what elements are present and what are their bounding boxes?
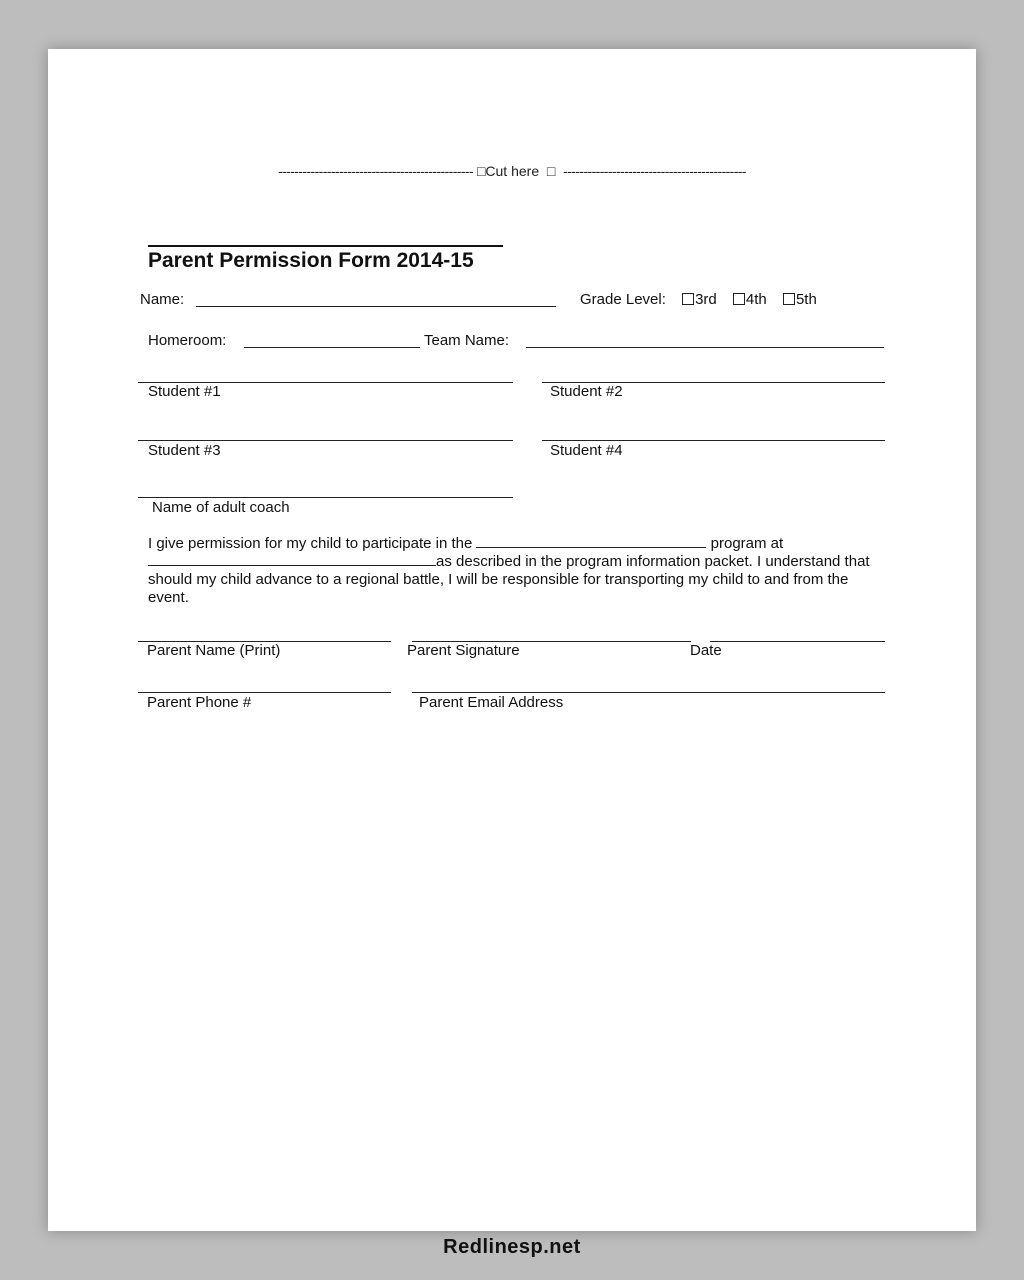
cut-line	[48, 163, 976, 179]
date-field[interactable]	[710, 641, 885, 642]
grade-option-5th[interactable]: 5th	[783, 291, 817, 308]
parent-email-label: Parent Email Address	[419, 694, 564, 711]
form-title: Parent Permission Form 2014-15	[148, 245, 503, 273]
scissors-icon: □	[476, 163, 486, 179]
student1-label: Student #1	[148, 383, 221, 400]
permission-text-2: program at	[710, 535, 784, 552]
permission-text-3: as described in the program information packet. I understand that should my child advance to a regional battle, I will be responsible for transporting my child to and from the event.	[148, 553, 870, 606]
grade-level	[580, 291, 817, 308]
team-name-label: Team Name:	[424, 332, 510, 349]
homeroom-field[interactable]	[244, 347, 420, 348]
name-label: Name:	[140, 291, 185, 308]
name-field[interactable]	[196, 306, 556, 307]
parent-phone-field[interactable]	[138, 692, 391, 693]
student3-field[interactable]	[138, 440, 513, 441]
homeroom-label: Homeroom:	[148, 332, 227, 349]
program-name-field[interactable]	[476, 535, 706, 548]
site-watermark: Redlinesp.net	[443, 1236, 581, 1258]
checkbox-icon[interactable]	[682, 293, 694, 305]
cut-dashes-right: ---------------------------------------------	[563, 163, 746, 179]
parent-signature-label: Parent Signature	[407, 642, 520, 659]
coach-field[interactable]	[138, 497, 513, 498]
student4-field[interactable]	[542, 440, 885, 441]
document-page	[48, 49, 976, 1231]
permission-statement	[148, 535, 873, 607]
student4-label: Student #4	[550, 442, 623, 459]
cut-dashes-left: ------------------------------------------------	[278, 163, 474, 179]
checkbox-icon[interactable]	[783, 293, 795, 305]
program-location-field[interactable]	[148, 553, 436, 566]
student3-label: Student #3	[148, 442, 221, 459]
cut-label: Cut here	[485, 163, 540, 179]
grade-label: Grade Level:	[580, 291, 666, 308]
team-name-field[interactable]	[526, 347, 884, 348]
student2-label: Student #2	[550, 383, 623, 400]
parent-name-label: Parent Name (Print)	[147, 642, 281, 659]
grade-option-3rd[interactable]: 3rd	[682, 291, 717, 308]
permission-text-1: I give permission for my child to participate in the	[148, 535, 473, 552]
grade-option-4th[interactable]: 4th	[733, 291, 767, 308]
coach-label: Name of adult coach	[152, 499, 290, 516]
date-label: Date	[690, 642, 722, 659]
scissors-icon-right: □	[543, 163, 560, 179]
checkbox-icon[interactable]	[733, 293, 745, 305]
parent-phone-label: Parent Phone #	[147, 694, 252, 711]
parent-email-field[interactable]	[412, 692, 885, 693]
